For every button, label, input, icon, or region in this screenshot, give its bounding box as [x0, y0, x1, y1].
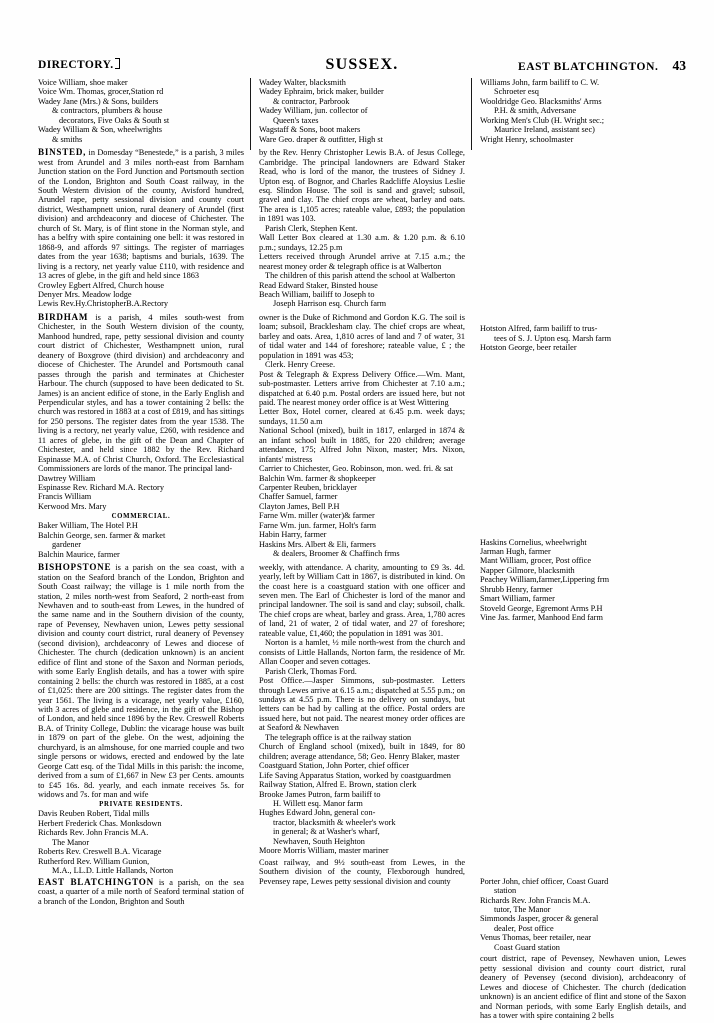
list-item: M.A., LL.D. Little Hallands, Norton	[52, 866, 174, 876]
list-item: Denyer Mrs. Meadow lodge	[38, 289, 132, 299]
list-item: Hotston George, beer retailer	[480, 343, 577, 353]
running-head-parish: EAST BLATCHINGTON.	[517, 61, 659, 73]
list-item: & dealers, Broomer & Chaffinch frms	[273, 549, 400, 559]
binsted-residents-col1	[38, 281, 244, 309]
list-item: Wooldridge Geo. Blacksmiths' Arms	[480, 96, 602, 106]
binsted-trades2-col2	[259, 281, 465, 309]
list-item: Voice Wm. Thomas, grocer,Station rd	[38, 87, 164, 97]
list-item: Newhaven, South Heighton	[273, 836, 365, 846]
bishopstone-commercial-col2	[259, 790, 465, 856]
birdham-carrier: Carrier to Chichester, Geo. Robinson, mon. wed. fri. & sat	[259, 464, 453, 474]
list-item: Stoveld George, Egremont Arms P.H	[480, 603, 603, 613]
bishopstone-body-continued: weekly, with attendance. A charity, amounting to £9 3s. 4d. yearly, left by William Catt in 1867, is distributed in kind. On the coast here is a coastguard station with one officer and seven men. The Earl of Chichester is lord of the manor and principal landowner. The soil is sand and clay; subsoil, chalk. The chief crops are wheat, barley and grass. Area, 1,780 acres of land, 21 of water, 2 of tidal water, and 27 of foreshore; rateable value, £1,460; the population in 1891 was 301.	[259, 562, 465, 638]
list-item: Lewis Rev.Hy.ChristopherB.A.Rectory	[38, 299, 169, 309]
list-item: & contractors, plumbers & house	[52, 106, 163, 116]
binsted-parish-clerk: Parish Clerk, Stephen Kent.	[265, 223, 358, 233]
list-item: Queen's taxes	[273, 115, 319, 125]
binsted-entry	[38, 148, 244, 280]
list-item: Wadey William & Son, wheelwrights	[38, 125, 162, 135]
list-item: Beach William, bailiff to Joseph to	[259, 289, 375, 299]
list-item: H. Willett esq. Manor farm	[273, 798, 363, 808]
list-item: Wadey William, jun. collector of	[259, 106, 368, 116]
list-item: Moore Morris William, master mariner	[259, 846, 389, 856]
column-1	[38, 78, 244, 906]
bishopstone-post-office: Post Office.—Jasper Simmons, sub-postmaster. Letters through Lewes arrive at 6.15 a.m.; dispatched at 5.55 p.m.; on sundays at 4.55 p.m. There is no delivery on sundays, but letters can be had by calling at the office. Postal orders are issued here, but not paid. The nearest money order offices are at Seaford & Newhaven	[259, 676, 465, 733]
list-item: Smart William, farmer	[480, 594, 555, 604]
birdham-entry	[38, 313, 244, 474]
binsted-trades-list-col1	[38, 78, 244, 144]
bishopstone-railway-station: Railway Station, Alfred E. Brown, station clerk	[259, 780, 417, 790]
commercial-heading: COMMERCIAL.	[111, 512, 171, 520]
list-item: station	[494, 886, 517, 896]
binsted-school-info: The children of this parish attend the school at Walberton	[265, 271, 456, 281]
list-item: Wagstaff & Sons, boot makers	[259, 125, 361, 135]
list-item: Haskins Cornelius, wheelwright	[480, 537, 587, 547]
east-blatchington-body-col2: Coast railway, and 9½ south-east from Lewes, in the Southern division of the county, Flexborough hundred, Pevensey rape, Lewes petty sessional division and county	[259, 857, 465, 886]
list-item: Rutherford Rev. William Gunion,	[38, 856, 150, 866]
list-item: Hotston Alfred, farm bailiff to trus-	[480, 324, 598, 334]
list-item: gardener	[52, 540, 82, 550]
column-grid	[38, 78, 686, 1020]
list-item: Farne Wm. miller (water)& farmer	[259, 511, 375, 521]
list-item: Read Edward Staker, Binsted house	[259, 280, 378, 290]
birdham-residents-col1	[38, 474, 244, 512]
column3-offset-spacer-2	[480, 353, 686, 538]
list-item: in general; & at Washer's wharf,	[273, 827, 380, 837]
column3-offset-spacer-3	[480, 623, 686, 877]
column-rule-1	[250, 78, 251, 150]
list-item: Davis Reuben Robert, Tidal mills	[38, 809, 150, 819]
list-item: Francis William	[38, 492, 92, 502]
birdham-national-school: National School (mixed), built in 1817, enlarged in 1874 & an infant school built in 1885, for 220 children; average attendance, 175; Alfred John Nixon, master; Mrs. Nixon, infants' mistress	[259, 426, 465, 464]
list-item: Maurice Ireland, assistant sec)	[494, 125, 595, 135]
binsted-body-continued: by the Rev. Henry Christopher Lewis B.A. of Jesus College, Cambridge. The principal landowners are Edward Staker Read, who is lord of the manor, the trustees of Sidney J. Upton esq. of Bognor, and Charles Radcliffe Aloysius Leslie esq. Slindon House. The soil is sand and gravel; subsoil, gravel and clay. The chief crops are wheat, barley and oats. The area is 1,105 acres; rateable value, £893; the population in 1891 was 103.	[259, 148, 465, 224]
list-item: Wadey Ephraim, brick maker, builder	[259, 87, 384, 97]
list-item: Napper Gilmore, blacksmith	[480, 565, 575, 575]
list-item: Hughes Edward John, general con-	[259, 808, 376, 818]
list-item: Dawtrey William	[38, 473, 96, 483]
running-head	[38, 58, 686, 78]
place-name-bishopstone: BISHOPSTONE	[38, 562, 112, 573]
list-item: tees of S. J. Upton esq. Marsh farm	[494, 333, 612, 343]
list-item: Vine Jas. farmer, Manhood End farm	[480, 613, 603, 623]
bishopstone-life-saving-station: Life Saving Apparatus Station, worked by coastguardmen	[259, 770, 451, 780]
bishopstone-parish-clerk: Parish Clerk, Thomas Ford.	[265, 666, 357, 676]
list-item: Herbert Frederick Chas. Monksdown	[38, 818, 162, 828]
bishopstone-commercial-col3	[480, 877, 686, 953]
column-3	[480, 78, 686, 1020]
bishopstone-school: Church of England school (mixed), built in 1849, for 80 children; average attendance, 58; Geo. Henry Blaker, master	[259, 742, 465, 761]
list-item: Haskins Mrs. Albert & Eli, farmers	[259, 539, 376, 549]
binsted-trades-list-col2	[259, 78, 465, 144]
binsted-trades3-col3	[480, 324, 686, 352]
birdham-body: is a parish, 4 miles south-west from Chichester, in the South Western division of the county, Manhood hundred, rape, petty sessional division and county court district of Chichester, Westhampnett union, rural deanery of Boxgrove (third division) and archdeaconry and diocese of Chichester. The Arundel and Portsmouth canal passes through the parish and terminates at Chichester Harbour. The church (supposed to have been dedicated to St. James) is an ancient edifice of stone, in the Early English and Perpendicular styles, and has a tower containing 2 bells: the church was restored in 1883 at a cost of £819, and has sittings for 250 persons. The register dates from the year 1538. The living is a rectory, net yearly value, £260, with residence and 11 acres of glebe, in the gift of the Dean and Chapter of Chichester, and held since 1882 by the Rev. Richard Espinasse M.A. of Christ Church, Oxford. The Ecclesiastical Commissioners are lords of the manor. The principal land-	[38, 312, 245, 474]
list-item: Coast Guard station	[494, 942, 560, 952]
list-item: Roberts Rev. Creswell B.A. Vicarage	[38, 847, 162, 857]
list-item: P.H. & smith, Adversane	[494, 106, 577, 116]
list-item: Habin Harry, farmer	[259, 530, 327, 540]
list-item: & contractor, Parbrook	[273, 96, 350, 106]
list-item: dealer, Post office	[494, 923, 554, 933]
list-item: tractor, blacksmith & wheeler's work	[273, 817, 396, 827]
running-head-left-text: DIRECTORY.	[38, 59, 114, 71]
birdham-commercial-col1	[38, 521, 244, 559]
page-number: 43	[672, 58, 686, 73]
list-item: Wadey Walter, blacksmith	[259, 78, 346, 87]
list-item: Williams John, farm bailiff to C. W.	[480, 78, 600, 87]
list-item: Richards Rev. John Francis M.A.	[38, 828, 149, 838]
list-item: Jarman Hugh, farmer	[480, 546, 551, 556]
list-item: Wright Henry, schoolmaster	[480, 134, 574, 144]
east-blatchington-entry	[38, 878, 244, 906]
list-item: Ware Geo. draper & outfitter, High st	[259, 134, 383, 144]
birdham-letter-box: Letter Box, Hotel corner, cleared at 6.45 p.m. week days; sundays, 11.50 a.m	[259, 407, 465, 426]
list-item: Simmonds Jasper, grocer & general	[480, 914, 599, 924]
list-item: Brooke James Putron, farm bailiff to	[259, 789, 381, 799]
list-item: & smiths	[52, 134, 83, 144]
bishopstone-coastguard-station: Coastguard Station, John Porter, chief officer	[259, 761, 409, 771]
birdham-post-office: Post & Telegraph & Express Delivery Office.—Wm. Mant, sub-postmaster. Letters arrive from Chichester at 7.10 a.m.; dispatched at 6.40 p.m. Postal orders are issued here, but not paid. The nearest money order office is at West Wittering	[259, 369, 465, 407]
birdham-clerk: Clerk. Henry Creese.	[265, 360, 336, 370]
list-item: Shrubb Henry, farmer	[480, 584, 553, 594]
list-item: Balchin Wm. farmer & shopkeeper	[259, 473, 376, 483]
column-rule-2	[471, 78, 472, 150]
place-name-east-blatchington: EAST BLATCHINGTON	[38, 876, 154, 887]
list-item: Chaffer Samuel, farmer	[259, 492, 338, 502]
list-item: Joseph Harrison esq. Church farm	[273, 299, 387, 309]
list-item: Richards Rev. John Francis M.A.	[480, 895, 591, 905]
list-item: Mant William, grocer, Post office	[480, 556, 592, 566]
private-residents-heading: PRIVATE RESIDENTS.	[99, 800, 183, 808]
bishopstone-entry	[38, 563, 244, 799]
list-item: Carpenter Reuben, bricklayer	[259, 483, 357, 493]
column-2	[259, 78, 465, 886]
list-item: Porter John, chief officer, Coast Guard	[480, 876, 609, 886]
binsted-letters-info: Letters received through Arundel arrive at 7.15 a.m.; the nearest money order & telegraph office is at Walberton	[259, 252, 465, 271]
list-item: Clayton James, Bell P.H	[259, 501, 340, 511]
list-item: Schroeter esq	[494, 87, 539, 97]
list-item: Farne Wm. jun. farmer, Holt's farm	[259, 520, 377, 530]
bishopstone-body: is a parish on the sea coast, with a station on the Seaford branch of the London, Brighton and South Coast railway; the village is 1 mile north from the station, 2 miles north-west from Seaford, 2 north-east from Newhaven and to south-east from Lewes, in the hundred of the same name and in the Southern division of the county, rape of Pevensey, Newhaven union, Lewes petty sessional division and county court district, rural deanery of Pevensey (second division), archdeaconry of Lewes and diocese of Chichester. The church (dedication unknown) is an ancient edifice of flint and stone of the Saxon and Norman periods, with some Early English details, and has a tower with spire containing 2 bells: the church was restored in 1885, at a cost of £1,025: there are 200 sittings. The register dates from the year 1561. The living is a vicarage, net yearly value, £160, with 3 acres of glebe and residence, in the gift of the Bishop of London, and held since 1896 by the Rev. Creswell Roberts B.A. of Trinity College, Dublin: the vicarage house was built in 1879 on part of the glebe. On the west, adjoining the churchyard, is an almshouse, for one married couple and two single persons or widows, erected and endowed by the late George Catt esq. of the Tidal Mills in this parish: the income, derived from a sum of £1,667 in New £3 per Cents. amounts to £45 16s. 8d. yearly, and each inmate receives 5s. for widows and 7s. for man and wife	[38, 563, 244, 800]
list-item: Venus Thomas, beer retailer, near	[480, 933, 592, 943]
binsted-wall-letter-box: Wall Letter Box cleared at 1.30 a.m. & 1.20 p.m. & 6.10 p.m.; sundays, 12.25 p.m	[259, 233, 465, 252]
birdham-commercial-col3	[480, 538, 686, 623]
place-name-birdham: BIRDHAM	[38, 311, 89, 322]
place-name-binsted: BINSTED,	[38, 147, 87, 158]
list-item: Balchin George, sen. farmer & market	[38, 530, 166, 540]
list-item: Kerwood Mrs. Mary	[38, 501, 107, 511]
birdham-body-continued: owner is the Duke of Richmond and Gordon K.G. The soil is loam; subsoil, Bracklesham clay. The chief crops are wheat, barley and oats. Area, 1,810 acres of land and 7 of water, 31 of tidal water and 144 of foreshore; rateable value, £ ; the population in 1891 was 453;	[259, 312, 465, 360]
list-item: decorators, Five Oaks & South st	[59, 115, 170, 125]
list-item: Espinasse Rev. Richard M.A. Rectory	[38, 483, 164, 493]
list-item: Peachey William,farmer,Lippering frm	[480, 575, 610, 585]
list-item: Working Men's Club (H. Wright sec.;	[480, 115, 605, 125]
list-item: Baker William, The Hotel P.H	[38, 521, 138, 531]
list-item: Crowley Egbert Alfred, Church house	[38, 280, 165, 290]
list-item: Wadey Jane (Mrs.) & Sons, builders	[38, 96, 159, 106]
list-item: The Manor	[52, 837, 90, 847]
list-item: Voice William, shoe maker	[38, 78, 128, 87]
running-head-right	[518, 58, 686, 74]
bishopstone-hamlet-norton: Norton is a hamlet, ½ mile north-west from the church and consists of Little Hallands, Norton farm, the residence of Mr. Allan Cooper and seven cottages.	[259, 638, 465, 667]
running-head-county: SUSSEX.	[325, 56, 399, 73]
list-item: Balchin Maurice, farmer	[38, 549, 120, 559]
binsted-trades-list-col3	[480, 78, 686, 144]
list-item: tutor, The Manor	[494, 904, 551, 914]
birdham-commercial-col2	[259, 474, 465, 559]
bishopstone-telegraph-office: The telegraph office is at the railway station	[265, 732, 412, 742]
column3-offset-spacer	[480, 148, 686, 324]
bishopstone-residents-col1	[38, 809, 244, 875]
binsted-body: in Domesday “Benestede,” is a parish, 3 miles west from Arundel and 3 miles north-east from Barnham Junction station on the Ford Junction and Portsmouth section of the London, Brighton and South Coast railway, in the South Western division of the county, Avisford hundred, Arundel rape, petty sessional division and county court district, Westhampnett union, rural deanery of Arundel (first division) and archdeaconry and diocese of Chichester. The church of St. Mary, is of flint stone in the Norman style, and has a belfry with spire containing one bell: it was restored in 1868-9, and affords 97 sittings. The register of marriages dates from the year 1638; baptisms and burials, 1639. The living is a rectory, net yearly value £110, with residence and 13 acres of glebe, in the gift and held since 1863	[38, 148, 244, 281]
east-blatchington-body-col3: court district, rape of Pevensey, Newhaven union, Lewes petty sessional division and county court district, rural deanery of Pevensey (second division), archdeaconry of Lewes and diocese of Chichester. The church (dedication unknown) is an ancient edifice of flint and stone of the Saxon and Norman periods, with some Early English details, and has a tower with spire containing 2 bells	[480, 954, 686, 1020]
east-blatchington-body: is a parish, on the sea coast, a quarter of a mile north of Seaford terminal station of a branch of the London, Brighton and South	[38, 877, 244, 906]
